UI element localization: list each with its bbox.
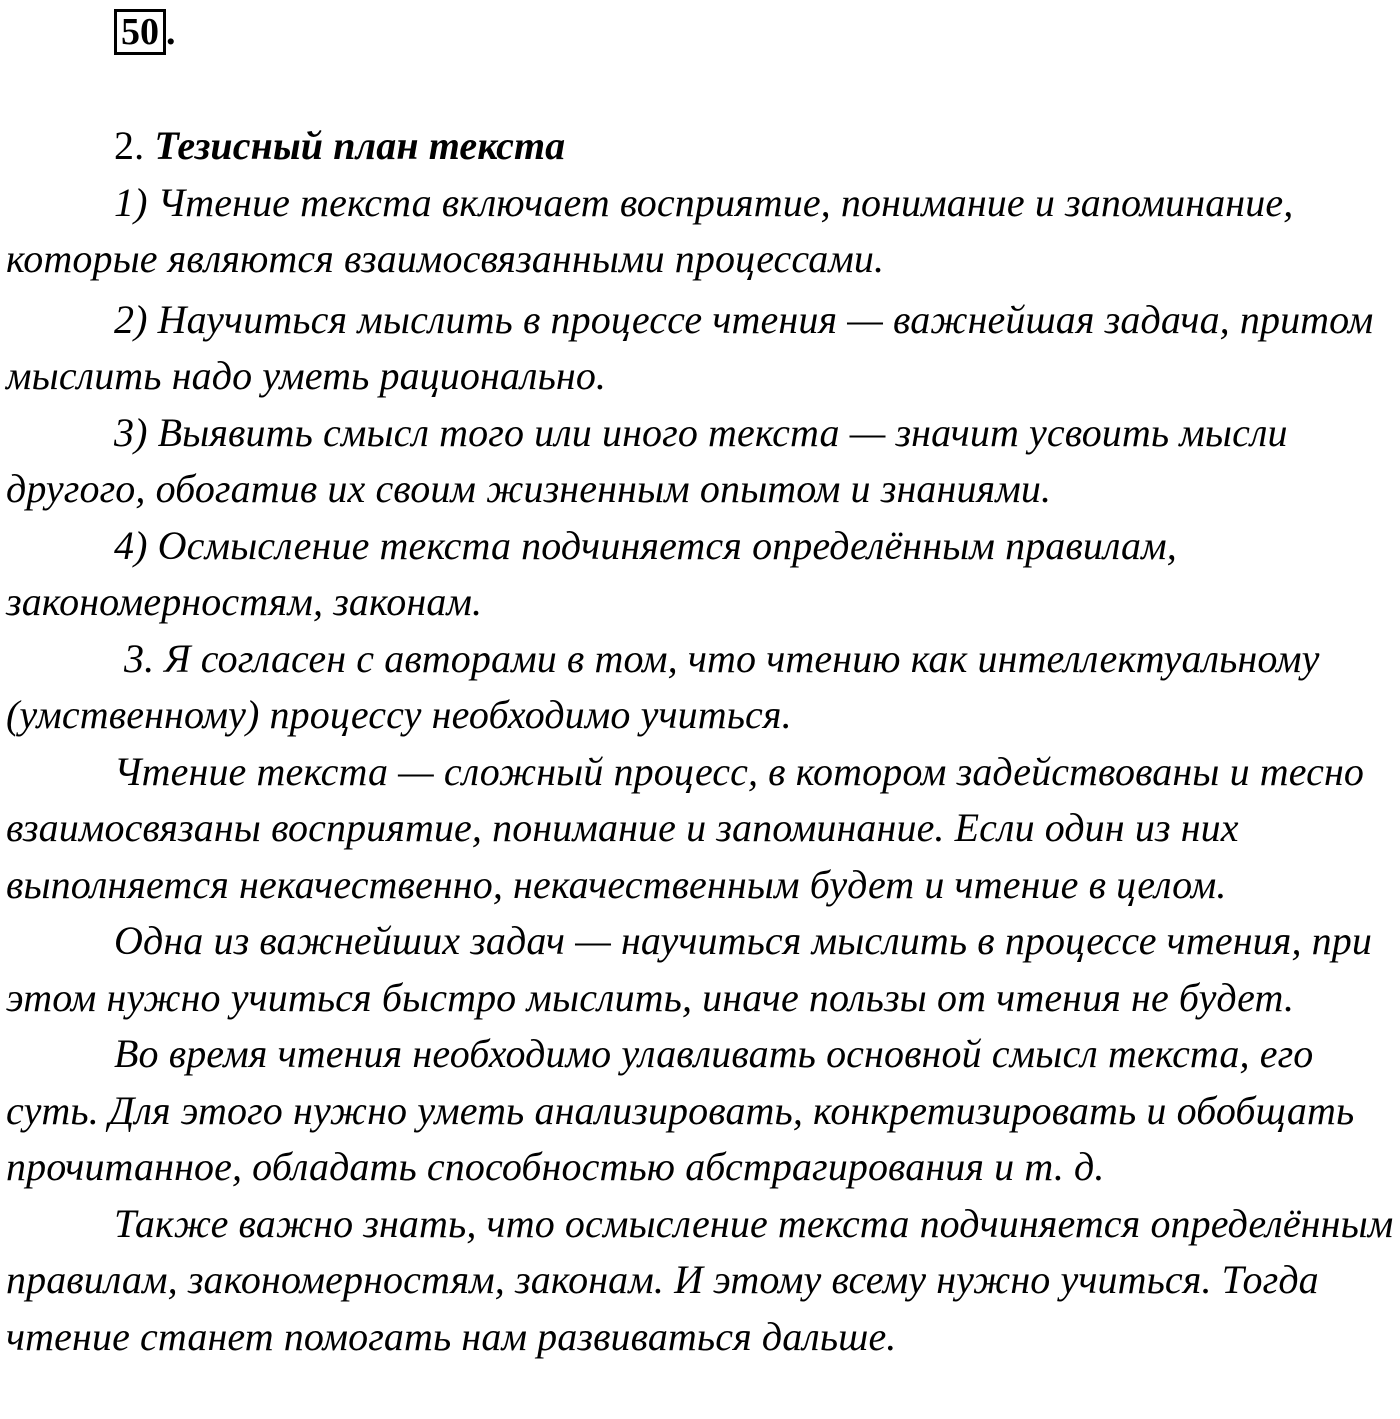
section-3-statement: 3. Я согласен с авторами в том, что чтению как интеллектуальному (умственному) процессу необходимо учиться. xyxy=(6,635,1320,737)
plan-heading-number: 2. xyxy=(114,123,145,168)
paragraph-3: Во время чтения необходимо улавливать основной смысл текста, его суть. Для этого нужно уметь анализировать, конкретизировать и обобщать прочитанное, обладать способностью абстрагирования и т. д. xyxy=(6,1031,1355,1189)
task-number xyxy=(114,9,176,55)
paragraph-1: Чтение текста — сложный процесс, в котором задействованы и тесно взаимосвязаны восприятие, понимание и запоминание. Если один из них выполняется некачественно, некачественным будет и чтение в целом. xyxy=(6,748,1365,907)
document-text xyxy=(6,118,1396,1365)
plan-item-4: 4) Осмысление текста подчиняется определённым правилам, закономерностям, законам. xyxy=(6,522,1177,624)
plan-heading xyxy=(6,118,1396,175)
plan-item-3: 3) Выявить смысл того или иного текста — значит усвоить мысли другого, обогатив их своим жизненным опытом и знаниями. xyxy=(6,409,1288,511)
task-number-dot: . xyxy=(166,11,176,53)
plan-item-2: 2) Научиться мыслить в процессе чтения — важнейшая задача, притом мыслить надо уметь рационально. xyxy=(6,296,1374,398)
plan-heading-title: Тезисный план текста xyxy=(154,123,566,168)
task-number-box: 50 xyxy=(114,9,166,55)
plan-item-1: 1) Чтение текста включает восприятие, понимание и запоминание, которые являются взаимосвязанными процессами. xyxy=(6,179,1294,281)
paragraph-4: Также важно знать, что осмысление текста подчиняется определённым правилам, закономерностям, законам. И этому всему нужно учиться. Тогда чтение станет помогать нам развиваться дальше. xyxy=(6,1200,1394,1359)
paragraph-2: Одна из важнейших задач — научиться мыслить в процессе чтения, при этом нужно учиться быстро мыслить, иначе пользы от чтения не будет. xyxy=(6,918,1372,1020)
